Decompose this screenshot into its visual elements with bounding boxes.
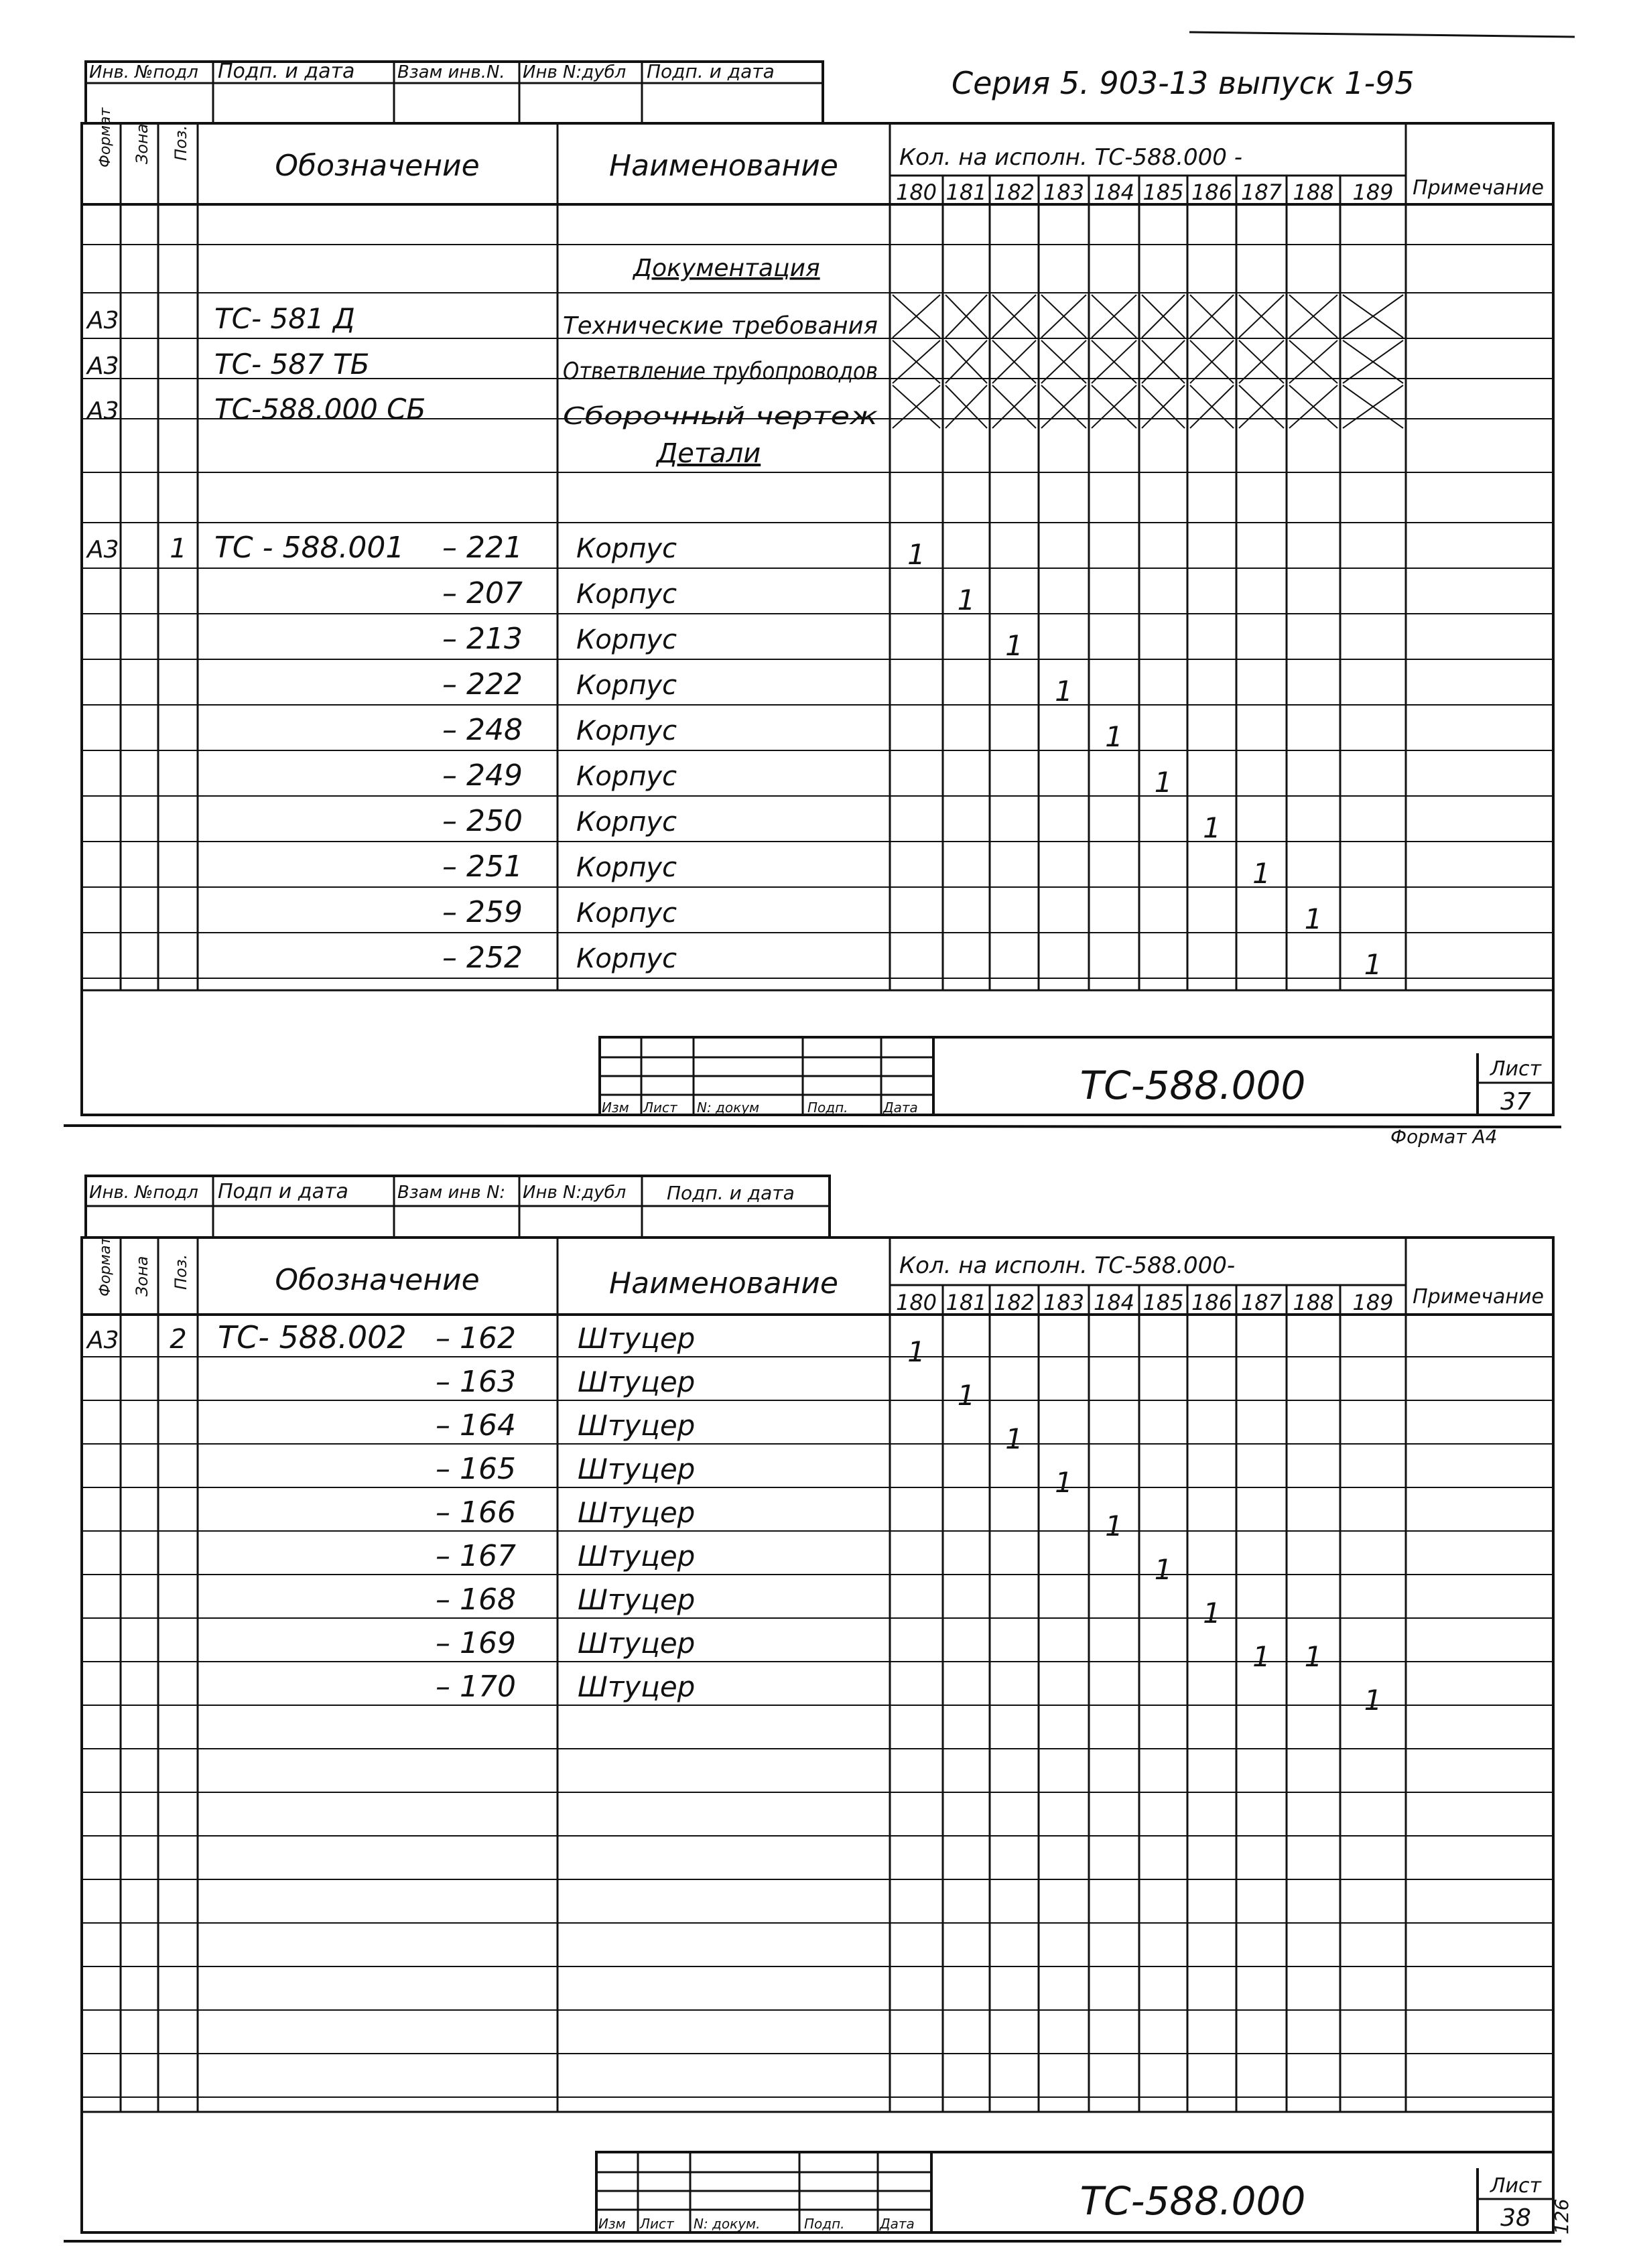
title-block-label: Подп. xyxy=(804,2216,845,2232)
part-variant: – 167 xyxy=(436,1539,516,1573)
doc-designation: ТС- 581 Д xyxy=(214,302,355,335)
series-header: Серия 5. 903-13 выпуск 1-95 xyxy=(952,65,1415,101)
part-format: А3 xyxy=(87,536,119,563)
part-qty: 1 xyxy=(1203,1597,1221,1629)
part-name: Корпус xyxy=(576,898,677,929)
header-note: Примечание xyxy=(1413,176,1544,200)
header-qty-title: Кол. на исполн. ТС-588.000 - xyxy=(899,144,1243,171)
part-variant: – 252 xyxy=(442,941,523,975)
qty-col-header: 184 xyxy=(1093,1290,1135,1315)
section-parts: Детали xyxy=(657,438,761,469)
part-name: Корпус xyxy=(576,852,677,883)
qty-col-header: 184 xyxy=(1093,180,1135,205)
side-page-number: 126 xyxy=(1551,2198,1573,2234)
part-qty: 1 xyxy=(1252,857,1270,890)
doc-format: А3 xyxy=(87,307,119,334)
part-name: Корпус xyxy=(576,624,677,655)
part-qty: 1 xyxy=(1154,1553,1173,1586)
qty-col-header: 180 xyxy=(895,1290,937,1315)
part-name: Корпус xyxy=(576,670,677,701)
header-pos: Поз. xyxy=(172,1254,190,1290)
header-zone: Зона xyxy=(133,123,151,164)
title-block-label: Изм xyxy=(602,1099,629,1116)
title-block-label: Подп. xyxy=(807,1099,848,1116)
part-name: Штуцер xyxy=(578,1365,696,1398)
title-block-label: N: докум xyxy=(697,1099,760,1116)
qty-col-header: 187 xyxy=(1240,180,1283,205)
part-pos: 1 xyxy=(170,533,187,564)
title-block-label: N: докум. xyxy=(694,2216,761,2232)
part-name: Штуцер xyxy=(578,1540,696,1573)
qty-col-header: 186 xyxy=(1191,180,1233,205)
part-variant: – 213 xyxy=(442,622,523,656)
sheet-37 xyxy=(82,60,1553,1148)
doc-name: Технические требования xyxy=(563,312,878,340)
header-format: Формат xyxy=(97,107,114,168)
part-name: Штуцер xyxy=(578,1670,696,1703)
part-variant: – 221 xyxy=(442,531,523,565)
qty-col-header: 181 xyxy=(945,1290,987,1315)
doc-format: А3 xyxy=(87,397,119,425)
title-block-sheet-label: Лист xyxy=(1490,1057,1542,1081)
part-name: Штуцер xyxy=(578,1322,696,1355)
part-variant: – 248 xyxy=(442,713,523,747)
part-variant: – 222 xyxy=(442,667,523,702)
title-block-label: Изм xyxy=(598,2216,626,2232)
qty-col-header: 189 xyxy=(1352,1290,1394,1315)
part-qty: 1 xyxy=(907,538,925,571)
part-qty: 1 xyxy=(1055,1466,1073,1499)
header-name: Наименование xyxy=(609,1266,838,1300)
stamp-label: Инв N:дубл xyxy=(523,1183,627,1203)
part-qty: 1 xyxy=(1304,1640,1323,1673)
part-variant: – 168 xyxy=(436,1583,516,1617)
part-format: А3 xyxy=(87,1327,119,1354)
header-designation: Обозначение xyxy=(275,149,480,183)
part-designation: ТС- 588.002 xyxy=(218,1319,407,1355)
header-note: Примечание xyxy=(1413,1285,1544,1309)
part-variant: – 207 xyxy=(442,576,523,610)
title-block-sheet-label: Лист xyxy=(1490,2174,1542,2198)
part-name: Корпус xyxy=(576,943,677,974)
stamp-label: Подп и дата xyxy=(218,1180,348,1203)
title-block-sheet-no: 37 xyxy=(1500,1088,1531,1116)
doc-name: Сборочный чертеж xyxy=(563,403,878,430)
part-name: Корпус xyxy=(576,533,677,564)
part-variant: – 163 xyxy=(436,1365,516,1399)
part-qty: 1 xyxy=(1055,675,1073,708)
section-documents: Документация xyxy=(633,255,820,282)
part-name: Штуцер xyxy=(578,1583,696,1616)
sheet-38 xyxy=(82,1176,1573,2234)
stamp-label: Взам инв N: xyxy=(397,1183,506,1203)
title-block-label: Дата xyxy=(880,2216,915,2232)
title-block-label: Лист xyxy=(643,1099,677,1116)
doc-designation: ТС- 587 ТБ xyxy=(214,348,370,381)
qty-col-header: 180 xyxy=(895,180,937,205)
part-variant: – 164 xyxy=(436,1408,516,1443)
part-variant: – 169 xyxy=(436,1626,516,1660)
part-qty: 1 xyxy=(1364,1684,1382,1717)
part-pos: 2 xyxy=(170,1324,187,1355)
header-zone: Зона xyxy=(133,1256,151,1296)
stamp-label: Взам инв.N. xyxy=(397,62,505,82)
part-qty: 1 xyxy=(957,1379,976,1412)
part-name: Штуцер xyxy=(578,1409,696,1442)
qty-col-header: 183 xyxy=(1043,1290,1085,1315)
part-qty: 1 xyxy=(957,584,976,616)
qty-col-header: 187 xyxy=(1240,1290,1283,1315)
qty-col-header: 181 xyxy=(945,180,987,205)
part-qty: 1 xyxy=(1005,629,1023,662)
part-qty: 1 xyxy=(1203,811,1221,844)
part-name: Корпус xyxy=(576,579,677,610)
title-block-label: Лист xyxy=(640,2216,674,2232)
qty-col-header: 189 xyxy=(1352,180,1394,205)
part-variant: – 165 xyxy=(436,1452,516,1486)
stamp-label: Подп. и дата xyxy=(218,60,355,83)
part-name: Корпус xyxy=(576,807,677,838)
format-label: Формат А4 xyxy=(1390,1126,1498,1148)
qty-col-header: 183 xyxy=(1043,180,1085,205)
part-variant: – 166 xyxy=(436,1495,516,1530)
qty-col-header: 188 xyxy=(1293,1290,1334,1315)
stamp-label: Инв. №подл xyxy=(89,1183,198,1203)
part-name: Корпус xyxy=(576,716,677,746)
part-name: Штуцер xyxy=(578,1627,696,1660)
part-qty: 1 xyxy=(1105,1510,1123,1542)
doc-format: А3 xyxy=(87,352,119,380)
part-name: Корпус xyxy=(576,761,677,792)
part-variant: – 259 xyxy=(442,895,523,929)
part-variant: – 251 xyxy=(442,850,523,884)
qty-col-header: 186 xyxy=(1191,1290,1233,1315)
qty-col-header: 185 xyxy=(1142,1290,1184,1315)
stamp-label: Инв. №подл xyxy=(89,62,198,82)
title-block-sheet-no: 38 xyxy=(1500,2204,1531,2232)
part-variant: – 162 xyxy=(436,1321,516,1355)
title-block-code: ТС-588.000 xyxy=(1080,2178,1306,2224)
part-qty: 1 xyxy=(1304,903,1323,935)
part-variant: – 250 xyxy=(442,804,523,838)
qty-col-header: 188 xyxy=(1293,180,1334,205)
header-format: Формат xyxy=(97,1236,114,1296)
doc-designation: ТС-588.000 СБ xyxy=(214,393,426,425)
stamp-label: Инв N:дубл xyxy=(523,62,627,82)
stamp-label: Подп. и дата xyxy=(647,60,775,82)
stamp-label: Подп. и дата xyxy=(667,1182,795,1204)
part-qty: 1 xyxy=(1364,948,1382,981)
part-qty: 1 xyxy=(1252,1640,1270,1673)
part-variant: – 249 xyxy=(442,758,523,793)
part-qty: 1 xyxy=(907,1335,925,1368)
part-designation: ТС - 588.001 xyxy=(214,531,405,565)
qty-col-header: 185 xyxy=(1142,180,1184,205)
part-name: Штуцер xyxy=(578,1453,696,1485)
part-name: Штуцер xyxy=(578,1496,696,1529)
header-designation: Обозначение xyxy=(275,1263,480,1297)
title-block-label: Дата xyxy=(883,1099,918,1116)
qty-col-header: 182 xyxy=(993,180,1035,205)
part-qty: 1 xyxy=(1105,720,1123,753)
title-block-code: ТС-588.000 xyxy=(1080,1063,1306,1108)
header-name: Наименование xyxy=(609,149,838,183)
part-qty: 1 xyxy=(1005,1422,1023,1455)
part-variant: – 170 xyxy=(436,1670,516,1704)
doc-name: Ответвление трубопроводов xyxy=(563,358,878,385)
header-pos: Поз. xyxy=(172,125,190,161)
qty-col-header: 182 xyxy=(993,1290,1035,1315)
header-qty-title: Кол. на исполн. ТС-588.000- xyxy=(899,1252,1236,1279)
part-qty: 1 xyxy=(1154,766,1173,799)
